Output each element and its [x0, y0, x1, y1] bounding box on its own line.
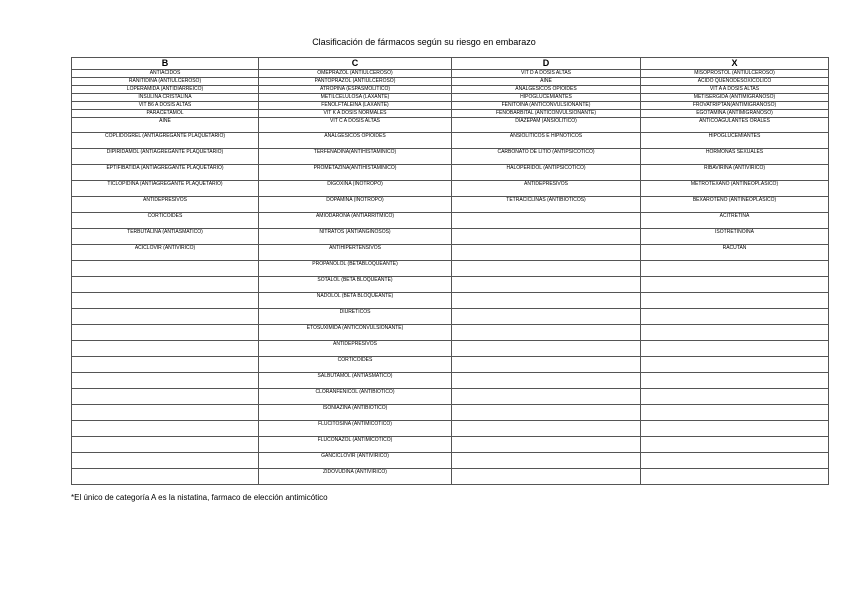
- table-cell: METROTEXANO (ANTINEOPLASICO): [641, 181, 829, 197]
- table-cell: [72, 453, 259, 469]
- table-cell: HORMONAS SEXUALES: [641, 149, 829, 165]
- table-cell: ISONIAZINA (ANTIBIOTICO): [259, 405, 452, 421]
- column-header-b: B: [72, 58, 259, 70]
- table-cell: ATROPINA (ESPASMOLITICO): [259, 86, 452, 94]
- table-cell: [641, 293, 829, 309]
- table-cell: PARACETAMOL: [72, 110, 259, 118]
- table-cell: OMEPRAZOL (ANTIULCEROSO): [259, 70, 452, 78]
- table-cell: [452, 389, 641, 405]
- table-cell: DIAZEPAM (ANSIOLITICO): [452, 118, 641, 133]
- table-cell: [72, 277, 259, 293]
- table-cell: [641, 389, 829, 405]
- table-cell: EGOTAMINA (ANTIMIGRANOSO): [641, 110, 829, 118]
- table-cell: METISERGIDA (ANTIMIGRANOSO): [641, 94, 829, 102]
- table-row: [72, 453, 829, 469]
- table-cell: [452, 325, 641, 341]
- table-cell: [452, 421, 641, 437]
- table-row: [72, 421, 829, 437]
- table-cell: [452, 277, 641, 293]
- table-cell: [641, 277, 829, 293]
- table-cell: ANTIHIPERTENSIVOS: [259, 245, 452, 261]
- table-cell: [72, 309, 259, 325]
- table-cell: [641, 469, 829, 485]
- column-header-d: D: [452, 58, 641, 70]
- table-cell: VIT B6 A DOSIS ALTAS: [72, 102, 259, 110]
- table-row: [72, 86, 829, 94]
- table-cell: ZIDOVUDINA (ANTIVIRICO): [259, 469, 452, 485]
- table-cell: ANALGESICOS OPIOIDES: [259, 133, 452, 149]
- table-cell: ACIDO QUENODESOXICOLICO: [641, 78, 829, 86]
- table-cell: FENOLFTALEINA (LAXANTE): [259, 102, 452, 110]
- table-row: [72, 469, 829, 485]
- table-cell: ETOSUXIMIDA (ANTICONVULSIONANTE): [259, 325, 452, 341]
- table-cell: TERBUTALINA (ANTIASMATICO): [72, 229, 259, 245]
- table-cell: METILCELULOSA (LAXANTE): [259, 94, 452, 102]
- table-cell: [641, 261, 829, 277]
- table-cell: CARBONATO DE LITIO (ANTIPSICOTICO): [452, 149, 641, 165]
- table-cell: PANTOPRAZOL (ANTIULCEROSO): [259, 78, 452, 86]
- table-cell: [72, 341, 259, 357]
- table-cell: [452, 405, 641, 421]
- table-cell: HIPOGLUCEMIANTES: [641, 133, 829, 149]
- table-cell: NADOLOL (BETA BLOQUEANTE): [259, 293, 452, 309]
- table-cell: AINE: [452, 78, 641, 86]
- table-cell: AMIODARONA (ANTIARRITMICO): [259, 213, 452, 229]
- table-cell: FLUCONAZOL (ANTIMICOTICO): [259, 437, 452, 453]
- table-cell: [452, 293, 641, 309]
- table-cell: [72, 325, 259, 341]
- table-cell: VIT C A DOSIS ALTAS: [259, 118, 452, 133]
- table-cell: [72, 469, 259, 485]
- table-cell: FENOBARBITAL (ANTICONVULSIONANTE): [452, 110, 641, 118]
- table-cell: INSULINA CRISTALINA: [72, 94, 259, 102]
- table-cell: [72, 261, 259, 277]
- table-cell: ACICLOVIR (ANTIVIRICO): [72, 245, 259, 261]
- table-cell: SALBUTAMOL (ANTIASMATICO): [259, 373, 452, 389]
- table-row: [72, 213, 829, 229]
- table-cell: [641, 437, 829, 453]
- table-cell: CORTICOIDES: [259, 357, 452, 373]
- table-row: [72, 149, 829, 165]
- table-row: [72, 70, 829, 78]
- table-cell: ISOTRETINOINA: [641, 229, 829, 245]
- table-row: [72, 277, 829, 293]
- table-cell: [452, 341, 641, 357]
- table-cell: [641, 453, 829, 469]
- table-row: [72, 373, 829, 389]
- table-cell: [452, 357, 641, 373]
- table-cell: ANTIDEPRESIVOS: [72, 197, 259, 213]
- table-row: [72, 437, 829, 453]
- table-cell: [72, 357, 259, 373]
- table-cell: FLUCITOSINA (ANTIMICOTICO): [259, 421, 452, 437]
- table-cell: [72, 405, 259, 421]
- table-cell: DIURETICOS: [259, 309, 452, 325]
- table-row: [72, 293, 829, 309]
- table-cell: [452, 261, 641, 277]
- table-cell: GANCICLOVIR (ANTIVIRICO): [259, 453, 452, 469]
- table-cell: [452, 373, 641, 389]
- table-row: [72, 341, 829, 357]
- table-row: [72, 325, 829, 341]
- footnote: *El único de categoría A es la nistatina, farmaco de elección antimicótico: [71, 493, 328, 502]
- table-cell: DIPIRIDAMOL (ANTIAGREGANTE PLAQUETARIO): [72, 149, 259, 165]
- table-cell: SOTALOL (BETA BLOQUEANTE): [259, 277, 452, 293]
- table-cell: CLORANFENICOL (ANTIBIOTICO): [259, 389, 452, 405]
- table-cell: TERFENADINA(ANTIHISTAMINICO): [259, 149, 452, 165]
- table-row: [72, 133, 829, 149]
- table-row: [72, 229, 829, 245]
- table-row: [72, 110, 829, 118]
- drug-classification-table: [71, 57, 829, 485]
- table-cell: [72, 373, 259, 389]
- table-cell: [641, 309, 829, 325]
- table-cell: [641, 357, 829, 373]
- table-cell: [452, 453, 641, 469]
- table-cell: CORTICOIDES: [72, 213, 259, 229]
- table-cell: FENITOINA (ANTICONVULSIONANTE): [452, 102, 641, 110]
- table-cell: [452, 213, 641, 229]
- table-row: [72, 309, 829, 325]
- table-cell: LOPERAMIDA (ANTIDIARREICO): [72, 86, 259, 94]
- table-row: [72, 181, 829, 197]
- table-cell: EPTIFIBATIDA (ANTIAGREGANTE PLAQUETARIO): [72, 165, 259, 181]
- table-cell: [641, 341, 829, 357]
- table-row: [72, 118, 829, 133]
- table-row: [72, 389, 829, 405]
- table-row: [72, 78, 829, 86]
- table-cell: COPLIDOGREL (ANTIAGREGANTE PLAQUETARIO): [72, 133, 259, 149]
- table-cell: [72, 437, 259, 453]
- table-cell: [452, 469, 641, 485]
- table-row: [72, 197, 829, 213]
- table-cell: [452, 229, 641, 245]
- table-cell: [452, 309, 641, 325]
- table-cell: ANTIDEPRESIVOS: [259, 341, 452, 357]
- table-cell: PROMETAZINA(ANTIHISTAMINICO): [259, 165, 452, 181]
- table-row: [72, 405, 829, 421]
- table-cell: [72, 293, 259, 309]
- table-row: [72, 102, 829, 110]
- table-cell: TETRACICLINAS (ANTIBIOTICOS): [452, 197, 641, 213]
- table-cell: MISOPROSTOL (ANTIULCEROSO): [641, 70, 829, 78]
- column-header-x: X: [641, 58, 829, 70]
- table-cell: [641, 421, 829, 437]
- table-row: [72, 94, 829, 102]
- table-cell: VIT D A DOSIS ALTAS: [452, 70, 641, 78]
- header-row: [72, 58, 829, 70]
- table-cell: DIGOXINA (INOTROPO): [259, 181, 452, 197]
- table-cell: RACUTAN: [641, 245, 829, 261]
- table-body: [72, 70, 829, 485]
- table-cell: AINE: [72, 118, 259, 133]
- table-cell: ANTIDEPRESIVOS: [452, 181, 641, 197]
- table-cell: ANTIACIDOS: [72, 70, 259, 78]
- table-cell: HIPOGLUCEMIANTES: [452, 94, 641, 102]
- table-row: [72, 245, 829, 261]
- page-title: Clasificación de fármacos según su riesgo en embarazo: [312, 37, 536, 47]
- table-cell: RIBAVIRINA (ANTIVIRICO): [641, 165, 829, 181]
- table-row: [72, 357, 829, 373]
- table-header: [72, 58, 829, 70]
- table-cell: VIT A A DOSIS ALTAS: [641, 86, 829, 94]
- table-cell: [72, 421, 259, 437]
- column-header-c: C: [259, 58, 452, 70]
- table-cell: [72, 389, 259, 405]
- table-cell: RANITIDINA (ANTIULCEROSO): [72, 78, 259, 86]
- table-cell: [452, 437, 641, 453]
- table-cell: [641, 325, 829, 341]
- table-cell: HALOPERIDOL (ANTIPSICOTICO): [452, 165, 641, 181]
- table-cell: ANTICOAGULANTES ORALES: [641, 118, 829, 133]
- table-cell: PROPANOLOL (BETABLOQUEANTE): [259, 261, 452, 277]
- table-row: [72, 261, 829, 277]
- table-cell: VIT K A DOSIS NORMALES: [259, 110, 452, 118]
- table-cell: DOPAMINA (INOTROPO): [259, 197, 452, 213]
- table-cell: [641, 373, 829, 389]
- table-cell: TICLOPIDINA (ANTIAGREGANTE PLAQUETARIO): [72, 181, 259, 197]
- table-cell: ACITRETINA: [641, 213, 829, 229]
- table-cell: ANSIOLITICOS E HIPNOTICOS: [452, 133, 641, 149]
- table-cell: FROVATRIPTAN(ANTIMIGRANOSO): [641, 102, 829, 110]
- table-cell: BEXAROTENO (ANTINEOPLASICO): [641, 197, 829, 213]
- table-cell: [641, 405, 829, 421]
- table-cell: [452, 245, 641, 261]
- table-cell: NITRATOS (ANTIANGINOSOS): [259, 229, 452, 245]
- table-row: [72, 165, 829, 181]
- table-cell: ANALGESICOS OPIOIDES: [452, 86, 641, 94]
